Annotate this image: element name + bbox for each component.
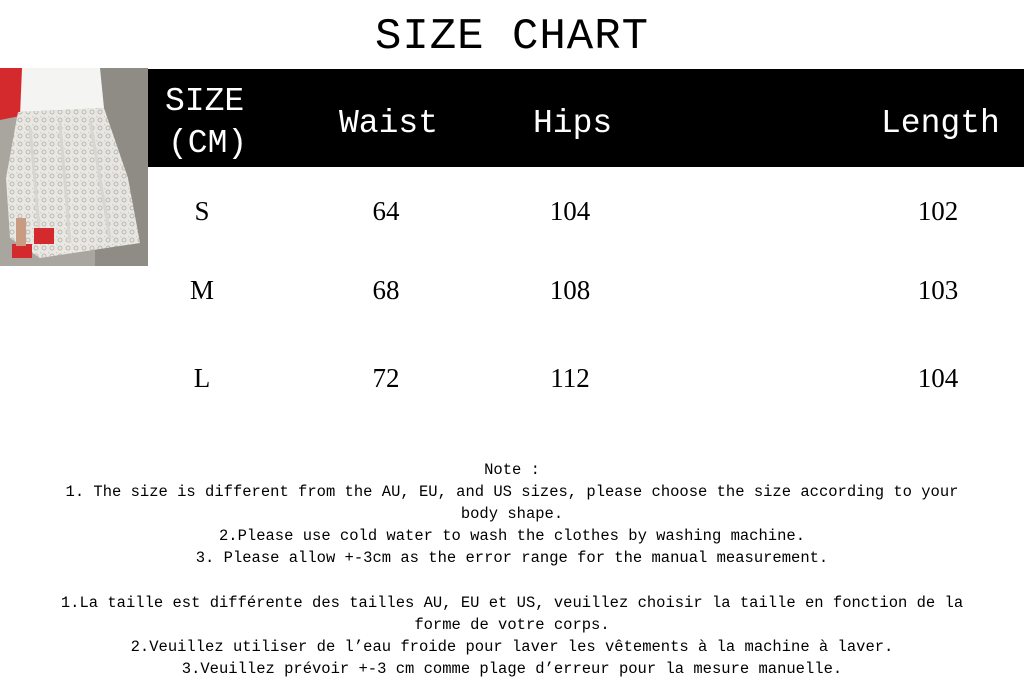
table-cell-hips: 104 — [549, 196, 591, 226]
skirt-model-image — [0, 68, 148, 266]
note-line: body shape. — [460, 505, 564, 523]
table-cell-length: 103 — [917, 275, 959, 305]
table-cell-waist: 64 — [372, 196, 400, 226]
table-cell-length: 102 — [917, 196, 959, 226]
table-cell-size: L — [193, 363, 211, 393]
table-cell-waist: 68 — [372, 275, 400, 305]
note-line: 2.Please use cold water to wash the clothes by washing machine. — [219, 527, 805, 545]
table-cell-hips: 112 — [550, 363, 590, 393]
header-size: SIZE — [165, 83, 245, 120]
header-waist: Waist — [339, 105, 439, 142]
note-line-fr: 1.La taille est différente des tailles AU, EU et US, veuillez choisir la taille en fonction de la — [60, 594, 964, 612]
product-photo — [0, 68, 148, 266]
table-cell-size: M — [189, 275, 215, 305]
header-hips: Hips — [533, 105, 613, 142]
note-line-fr: forme de votre corps. — [414, 616, 610, 634]
header-size-unit: (CM) — [168, 125, 248, 162]
note-line: 3. Please allow +-3cm as the error range for the manual measurement. — [195, 549, 829, 567]
table-cell-waist: 72 — [372, 363, 400, 393]
table-cell-hips: 108 — [549, 275, 591, 305]
note-line: 1. The size is different from the AU, EU, and US sizes, please choose the size according to your — [65, 483, 959, 501]
table-cell-length: 104 — [917, 363, 959, 393]
note-heading: Note : — [484, 461, 540, 479]
table-cell-size: S — [194, 196, 210, 226]
note-line-fr: 3.Veuillez prévoir +-3 cm comme plage d’erreur pour la mesure manuelle. — [181, 660, 843, 678]
note-line-fr: 2.Veuillez utiliser de l’eau froide pour laver les vêtements à la machine à laver. — [130, 638, 894, 656]
page-title: SIZE CHART — [374, 12, 650, 62]
header-length: Length — [881, 105, 1000, 142]
